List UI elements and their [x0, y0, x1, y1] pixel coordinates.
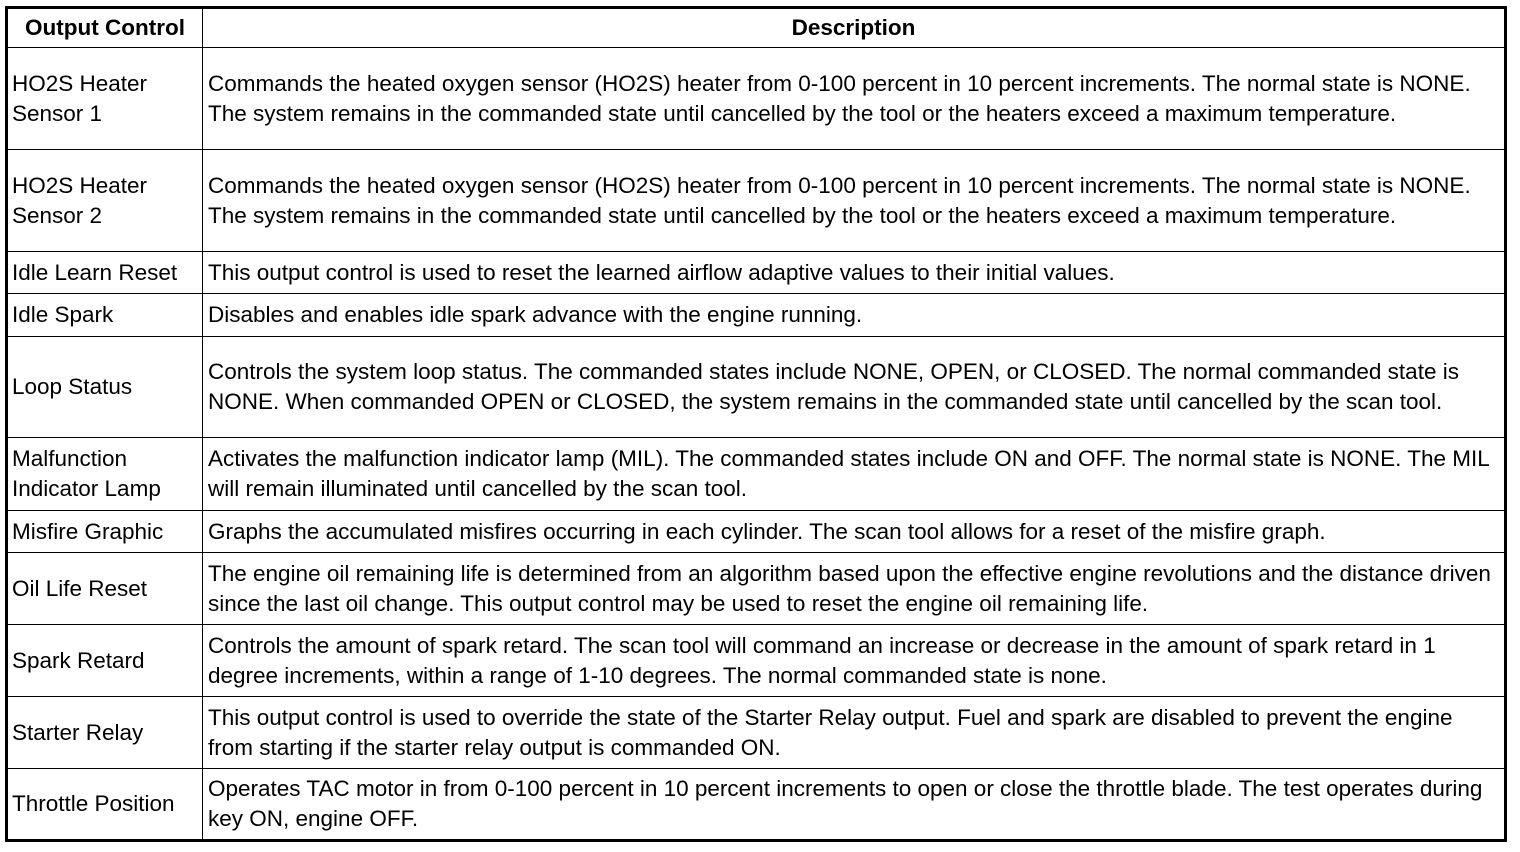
table-row	[7, 697, 1506, 769]
description-cell: This output control is used to reset the learned airflow adaptive values to their initial values.	[203, 252, 1506, 294]
output-control-cell: Starter Relay	[7, 697, 203, 769]
output-control-cell: Malfunction Indicator Lamp	[7, 438, 203, 511]
description-cell: Commands the heated oxygen sensor (HO2S) heater from 0-100 percent in 10 percent increments. The normal state is NONE. The system remains in the commanded state until cancelled by the tool or the heaters exceed a maximum temperature.	[203, 150, 1506, 252]
output-control-cell: Idle Learn Reset	[7, 252, 203, 294]
output-control-cell: Throttle Position	[7, 769, 203, 841]
description-cell: Activates the malfunction indicator lamp (MIL). The commanded states include ON and OFF. The normal state is NONE. The MIL will remain illuminated until cancelled by the scan tool.	[203, 438, 1506, 511]
table-row	[7, 48, 1506, 150]
description-cell: Disables and enables idle spark advance with the engine running.	[203, 294, 1506, 337]
table-row	[7, 438, 1506, 511]
description-cell: Controls the amount of spark retard. The scan tool will command an increase or decrease in the amount of spark retard in 1 degree increments, within a range of 1-10 degrees. The normal commanded state is none.	[203, 625, 1506, 697]
table-row	[7, 553, 1506, 625]
table-row	[7, 252, 1506, 294]
output-control-cell: Misfire Graphic	[7, 511, 203, 553]
table-row	[7, 511, 1506, 553]
table-row	[7, 294, 1506, 337]
output-control-cell: Oil Life Reset	[7, 553, 203, 625]
output-control-cell: HO2S Heater Sensor 2	[7, 150, 203, 252]
description-cell: This output control is used to override the state of the Starter Relay output. Fuel and spark are disabled to prevent the engine from starting if the starter relay output is commanded ON.	[203, 697, 1506, 769]
output-control-cell: Loop Status	[7, 337, 203, 438]
header-output-control: Output Control	[7, 8, 203, 48]
output-control-cell: Spark Retard	[7, 625, 203, 697]
output-control-table	[5, 6, 1507, 842]
table-header-row	[7, 8, 1506, 48]
description-cell: Controls the system loop status. The commanded states include NONE, OPEN, or CLOSED. The normal commanded state is NONE. When commanded OPEN or CLOSED, the system remains in the commanded state until cancelled by the scan tool.	[203, 337, 1506, 438]
table-row	[7, 337, 1506, 438]
table-row	[7, 150, 1506, 252]
header-description: Description	[203, 8, 1506, 48]
table-row	[7, 625, 1506, 697]
output-control-cell: Idle Spark	[7, 294, 203, 337]
description-cell: Graphs the accumulated misfires occurring in each cylinder. The scan tool allows for a reset of the misfire graph.	[203, 511, 1506, 553]
output-control-cell: HO2S Heater Sensor 1	[7, 48, 203, 150]
description-cell: Operates TAC motor in from 0-100 percent in 10 percent increments to open or close the throttle blade. The test operates during key ON, engine OFF.	[203, 769, 1506, 841]
description-cell: The engine oil remaining life is determined from an algorithm based upon the effective engine revolutions and the distance driven since the last oil change. This output control may be used to reset the engine oil remaining life.	[203, 553, 1506, 625]
table-row	[7, 769, 1506, 841]
description-cell: Commands the heated oxygen sensor (HO2S) heater from 0-100 percent in 10 percent increments. The normal state is NONE. The system remains in the commanded state until cancelled by the tool or the heaters exceed a maximum temperature.	[203, 48, 1506, 150]
